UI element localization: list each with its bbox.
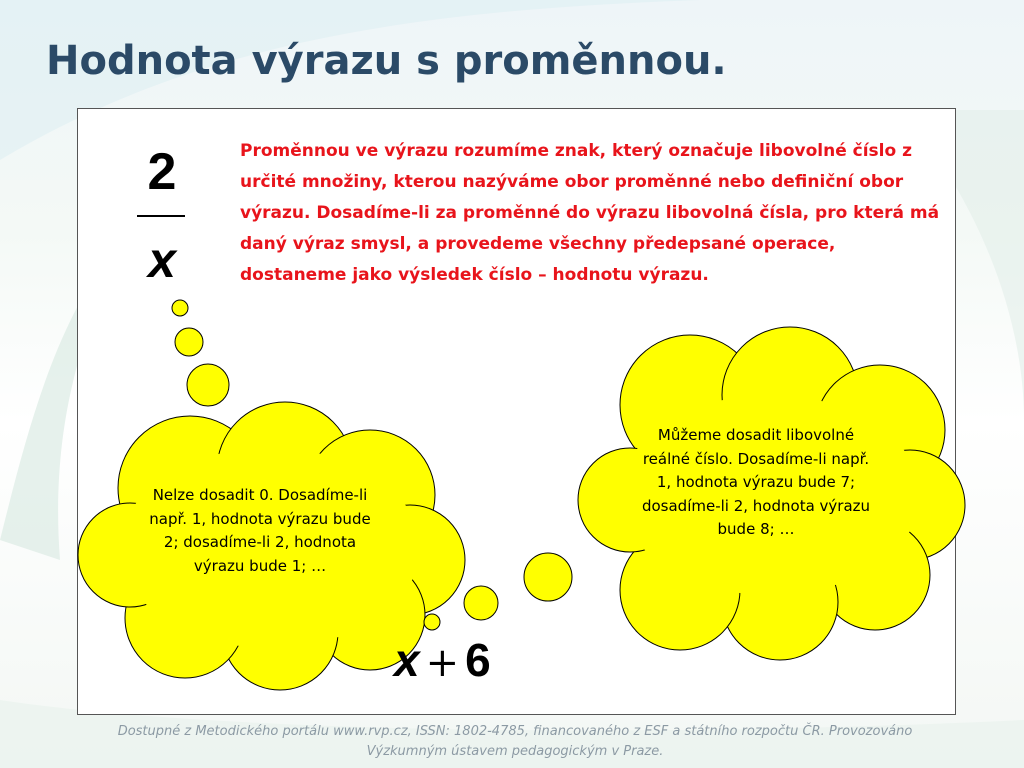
fraction-numerator: 2 bbox=[147, 143, 177, 201]
trail-bubble-mid-2 bbox=[464, 586, 498, 620]
trail-bubble-left-2 bbox=[175, 328, 203, 356]
trail-bubble-left-3 bbox=[187, 364, 229, 406]
definition-text: Proměnnou ve výrazu rozumíme znak, který označuje libovolné číslo z určité množiny, kterou nazýváme obor proměnné nebo definiční obor výrazu. Dosadíme-li za proměnné do výrazu libovolná čísla, pro která má daný výraz smysl, a provedeme všechny předepsané operace, dostaneme jako výsledek číslo – hodnotu výrazu. bbox=[240, 141, 940, 285]
cloud-right-text: Můžeme dosadit libovolné reálné číslo. Dosadíme-li např. 1, hodnota výrazu bude 7; dosadíme-li 2, hodnota výrazu bude 8; … bbox=[641, 426, 871, 538]
trail-bubble-mid-3 bbox=[524, 553, 572, 601]
trail-bubble-left-1 bbox=[172, 300, 188, 316]
expression-variable: x bbox=[394, 634, 420, 686]
expression-constant: 6 bbox=[465, 634, 491, 686]
fraction-denominator: x bbox=[148, 232, 176, 288]
footer-text: Dostupné z Metodického portálu www.rvp.cz, ISSN: 1802-4785, financovaného z ESF a státního rozpočtu ČR. Provozováno Výzkumným ústavem pedagogickým v Praze. bbox=[117, 724, 913, 759]
trail-bubble-mid-1 bbox=[424, 614, 440, 630]
cloud-left-text: Nelze dosadit 0. Dosadíme-li např. 1, hodnota výrazu bude 2; dosadíme-li 2, hodnota výrazu bude 1; … bbox=[149, 486, 371, 575]
expression-operator: + bbox=[425, 640, 460, 686]
expression bbox=[394, 632, 491, 691]
slide-title: Hodnota výrazu s proměnnou. bbox=[46, 38, 727, 84]
